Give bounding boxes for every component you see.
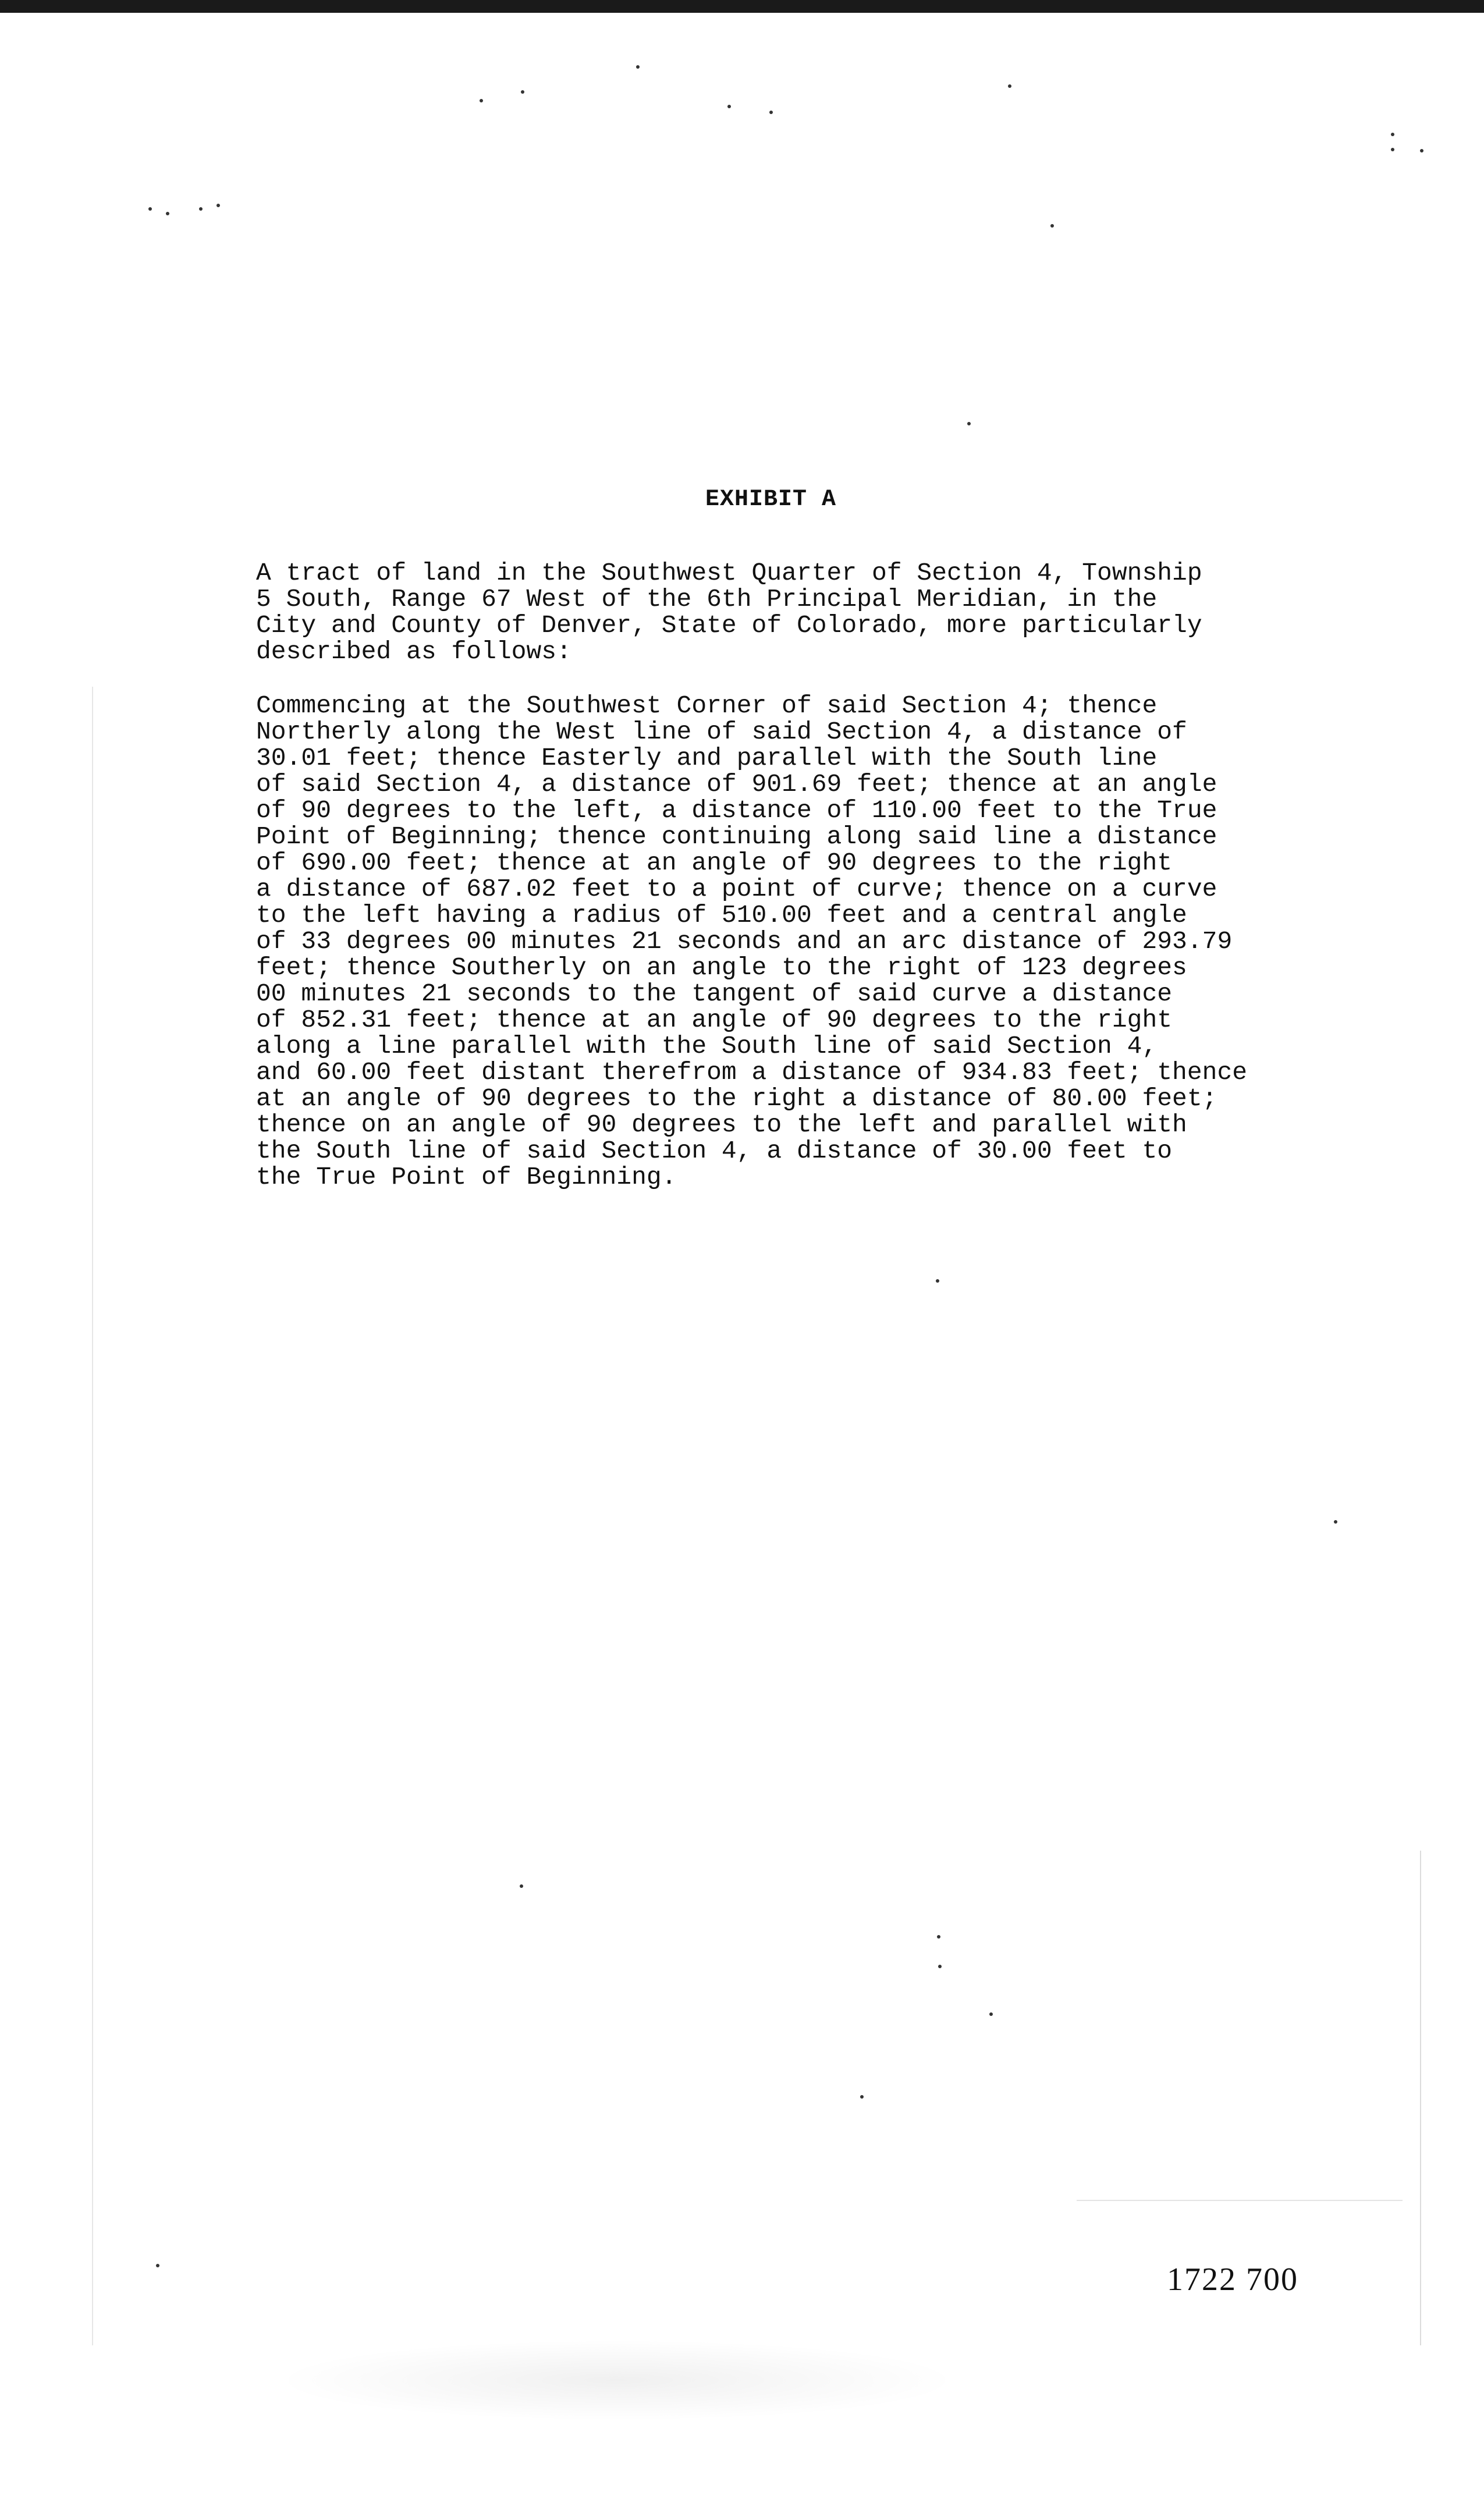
scan-speck <box>480 99 483 102</box>
scan-speck <box>769 111 773 114</box>
scan-speck <box>520 1884 523 1888</box>
exhibit-title: EXHIBIT A <box>705 487 837 513</box>
scan-speck <box>967 422 971 425</box>
scan-speck <box>1050 224 1054 228</box>
scan-speck <box>1391 133 1394 136</box>
legal-description-paragraph: Commencing at the Southwest Corner of said Section 4; thence Northerly along the West line of said Section 4, a distance of 30.01 feet; thence Easterly and parallel with the South line of said Section 4, a distance of 901.69 feet; thence at an angle of 90 degrees to the left, a distance of 110.00 feet to the True Point of Beginning; thence continuing along said line a distance of 690.00 feet; thence at an angle of 90 degrees to the right a distance of 687.02 feet to a point of curve; thence on a curve to the left having a radius of 510.00 feet and a central angle of 33 degrees 00 minutes 21 seconds and an arc distance of 293.79 feet; thence Southerly on an angle to the right of 123 degrees 00 minutes 21 seconds to the tangent of said curve a distance of 852.31 feet; thence at an angle of 90 degrees to the right along a line parallel with the South line of said Section 4, and 60.00 feet distant therefrom a distance of 934.83 feet; thence at an angle of 90 degrees to the right a distance of 80.00 feet; thence on an angle of 90 degrees to the left and parallel with the South line of said Section 4, a distance of 30.00 feet to the True Point of Beginning. <box>256 691 1248 1191</box>
scan-bottom-rule <box>1077 2200 1403 2201</box>
scan-speck <box>166 212 169 215</box>
scan-speck <box>1420 149 1423 152</box>
scan-speck <box>1008 84 1011 88</box>
scan-speck <box>156 2264 159 2267</box>
scan-speck <box>148 207 152 211</box>
scan-speck <box>636 65 640 69</box>
scan-speck <box>989 2012 993 2016</box>
scan-speck <box>521 90 524 94</box>
scan-left-edge-shadow <box>92 687 93 2345</box>
scan-speck <box>938 1965 942 1968</box>
scan-speck <box>216 204 220 207</box>
scan-speck <box>727 105 731 108</box>
scan-speck <box>1391 148 1394 151</box>
tract-description-paragraph: A tract of land in the Southwest Quarter of Section 4, Township 5 South, Range 67 West of the 6th Principal Meridian, in the City and County of Denver, State of Colorado, more particularly described as follows: <box>256 559 1202 666</box>
scan-speck <box>937 1935 940 1939</box>
scan-right-edge-shadow <box>1420 1851 1421 2345</box>
scan-smudge <box>274 2340 960 2421</box>
scan-speck <box>199 207 203 211</box>
scan-top-edge <box>0 0 1484 13</box>
scan-speck <box>1334 1520 1337 1524</box>
page-number: 1722 700 <box>1167 2262 1298 2298</box>
scan-speck <box>860 2095 864 2099</box>
scan-speck <box>936 1279 939 1283</box>
